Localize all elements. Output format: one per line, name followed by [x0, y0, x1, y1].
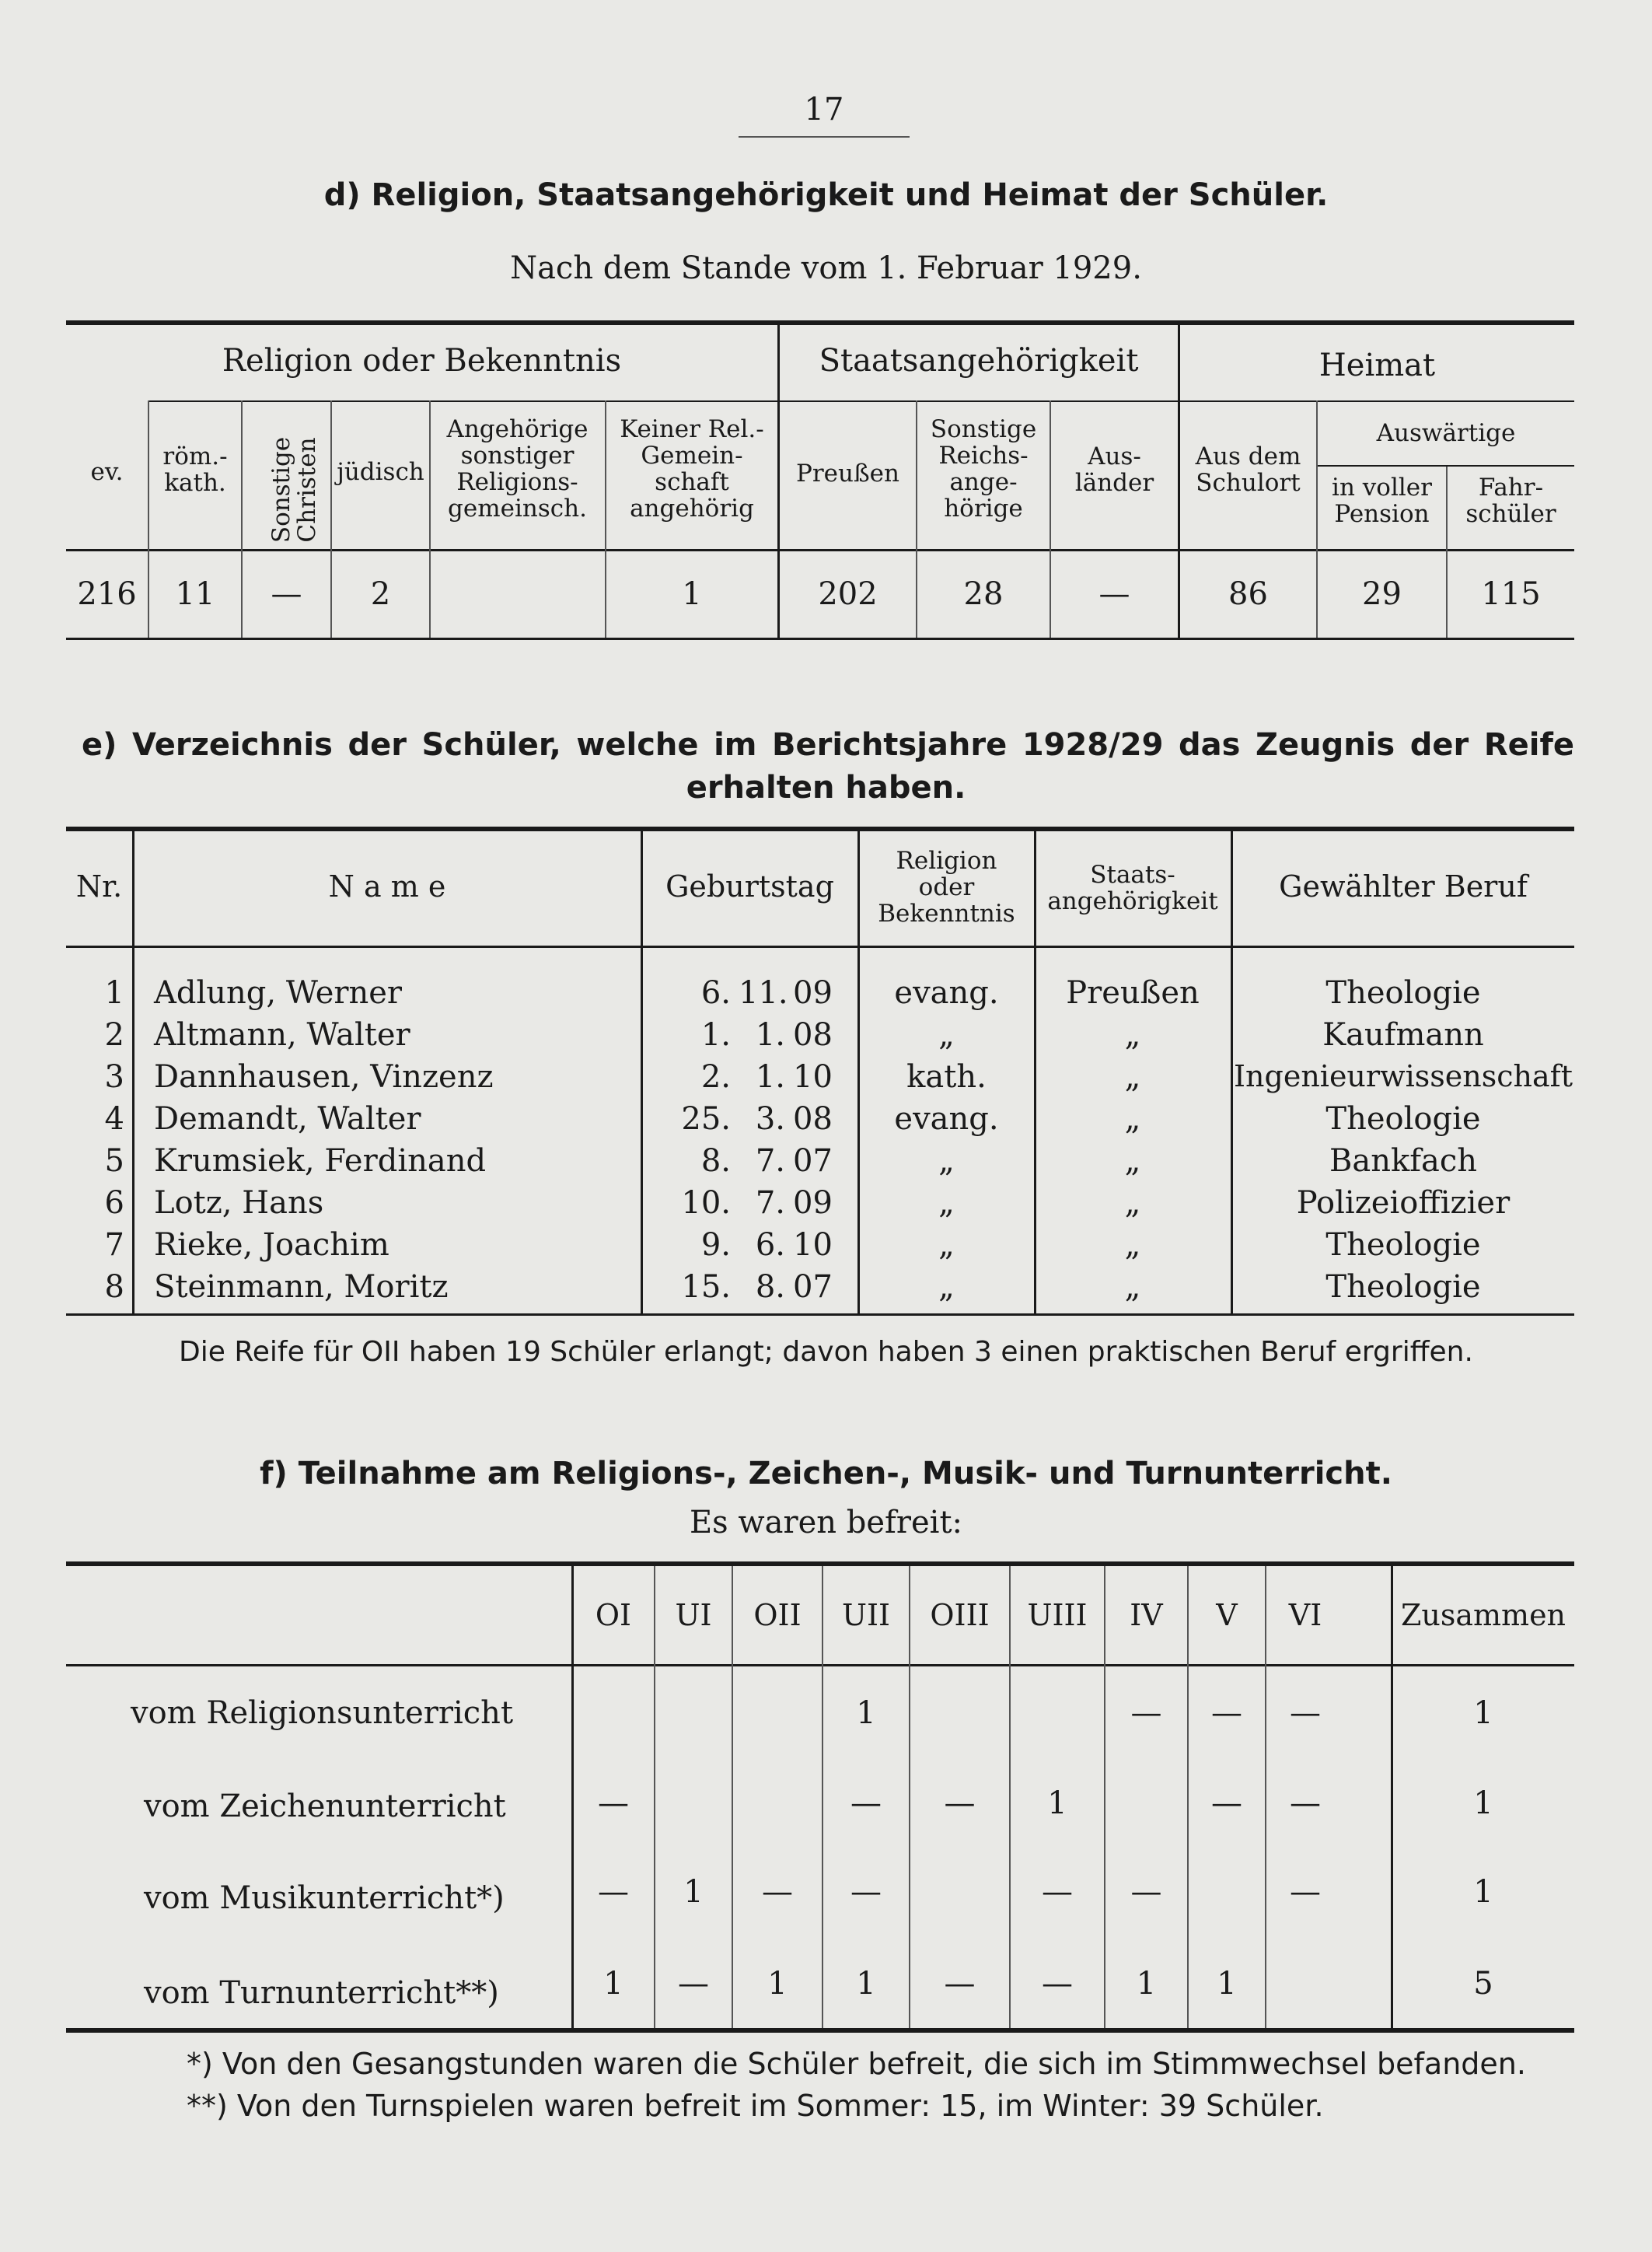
- cell-iv: —: [1130, 1695, 1162, 1731]
- row-nr: 8: [104, 1269, 124, 1305]
- row-religion: „: [938, 1017, 955, 1053]
- section-e-note: Die Reife für OII haben 19 Schüler erlangt; davon haben 3 einen praktischen Beruf ergriffen.: [179, 1336, 1473, 1368]
- row-day: 6.: [700, 975, 731, 1011]
- row-day: 15.: [681, 1269, 731, 1305]
- row-religion: „: [938, 1269, 955, 1305]
- row-staat: „: [1124, 1017, 1141, 1053]
- row-staat: „: [1124, 1101, 1141, 1137]
- col-angehoerige: Angehörige sonstiger Religions- gemeinsch.: [446, 415, 589, 523]
- row-staat: „: [1124, 1185, 1141, 1221]
- row-year: 10: [793, 1059, 833, 1095]
- row-day: 10.: [681, 1185, 731, 1221]
- cell-zusammen: 1: [1473, 1695, 1493, 1731]
- cell-iv: —: [1130, 1874, 1162, 1910]
- cell-iv: 1: [1136, 1966, 1157, 2002]
- row-year: 09: [793, 975, 833, 1011]
- row-day: 2.: [700, 1059, 731, 1095]
- row-day: 25.: [681, 1101, 731, 1137]
- row-name: Adlung, Werner: [154, 975, 403, 1011]
- row-religion: „: [938, 1185, 955, 1221]
- row-year: 10: [793, 1227, 833, 1263]
- cell-uii: 1: [856, 1966, 876, 2002]
- col-nr: Nr.: [75, 869, 123, 904]
- row-beruf: Theologie: [1325, 1227, 1481, 1263]
- row-year: 09: [793, 1185, 833, 1221]
- cell-oi: 1: [603, 1966, 623, 2002]
- value-ev: 216: [77, 576, 137, 612]
- vline: [654, 1566, 655, 2030]
- row-month: 7.: [755, 1185, 785, 1221]
- cell-zusammen: 5: [1473, 1966, 1493, 2002]
- cell-uii: —: [850, 1874, 882, 1910]
- col-religion: Religion oder Bekenntnis: [878, 847, 1015, 928]
- cell-uii: —: [850, 1785, 882, 1821]
- row-label: vom Turnunterricht**): [144, 1975, 499, 2011]
- row-beruf: Theologie: [1325, 1101, 1481, 1137]
- table-f-header-rule: [66, 1664, 1574, 1666]
- row-month: 3.: [755, 1101, 785, 1137]
- row-name: Demandt, Walter: [154, 1101, 421, 1137]
- group-religion: Religion oder Bekenntnis: [222, 343, 622, 379]
- row-name: Krumsiek, Ferdinand: [154, 1143, 487, 1179]
- vline: [732, 1566, 733, 2030]
- row-nr: 4: [104, 1101, 124, 1137]
- row-label: vom Zeichenunterricht: [144, 1789, 506, 1824]
- table-e-header-rule: [66, 946, 1574, 948]
- row-label: vom Religionsunterricht: [131, 1695, 514, 1731]
- row-month: 1.: [755, 1017, 785, 1053]
- col-keiner-rel: Keiner Rel.- Gemein- schaft angehörig: [620, 415, 764, 523]
- row-beruf: Kaufmann: [1322, 1017, 1484, 1053]
- group-heimat: Heimat: [1318, 348, 1436, 383]
- row-nr: 6: [104, 1185, 124, 1221]
- col-fahrschueler: Fahr- schüler: [1465, 474, 1556, 529]
- section-d-subtitle: Nach dem Stande vom 1. Februar 1929.: [510, 250, 1142, 286]
- cell-uiii: —: [1042, 1874, 1073, 1910]
- row-staat: Preußen: [1066, 975, 1200, 1011]
- vline: [641, 831, 643, 1313]
- cell-uii: 1: [856, 1695, 876, 1731]
- footnote-2: **) Von den Turnspielen waren befreit im Sommer: 15, im Winter: 39 Schüler.: [187, 2089, 1324, 2123]
- row-day: 8.: [700, 1143, 731, 1179]
- footnote-1: *) Von den Gesangstunden waren die Schüler befreit, die sich im Stimmwechsel befanden.: [187, 2047, 1526, 2081]
- row-label: vom Musikunterricht*): [144, 1880, 505, 1916]
- row-month: 8.: [755, 1269, 785, 1305]
- value-roem-kath: 11: [175, 576, 215, 612]
- vline: [132, 831, 134, 1313]
- row-staat: „: [1124, 1227, 1141, 1263]
- table-d-group-rule: [148, 400, 1574, 402]
- page-number-rule: [739, 136, 910, 138]
- row-beruf: Ingenieurwissenschaft: [1234, 1059, 1573, 1093]
- col-uiii: UIII: [1027, 1598, 1088, 1632]
- table-e-bottom-rule: [66, 1313, 1574, 1316]
- row-month: 7.: [755, 1143, 785, 1179]
- cell-v: —: [1211, 1695, 1242, 1731]
- cell-uiii: 1: [1047, 1785, 1067, 1821]
- section-d-title: d) Religion, Staatsangehörigkeit und Heimat der Schüler.: [323, 177, 1329, 213]
- value-sonstige-reichs: 28: [963, 576, 1004, 612]
- page-number: 17: [804, 92, 844, 128]
- col-roem-kath: röm.- kath.: [162, 442, 228, 498]
- col-uii: UII: [841, 1598, 891, 1632]
- cell-oi: —: [598, 1785, 629, 1821]
- value-schulort: 86: [1228, 576, 1268, 612]
- col-vi: VI: [1288, 1598, 1322, 1632]
- row-name: Lotz, Hans: [154, 1185, 324, 1221]
- row-beruf: Bankfach: [1329, 1143, 1478, 1179]
- cell-zusammen: 1: [1473, 1874, 1493, 1910]
- row-name: Steinmann, Moritz: [154, 1269, 449, 1305]
- row-name: Altmann, Walter: [154, 1017, 410, 1053]
- section-f-title: f) Teilnahme am Religions-, Zeichen-, Musik- und Turnunterricht.: [260, 1456, 1392, 1491]
- vline: [429, 400, 431, 638]
- col-oi: OI: [595, 1598, 632, 1632]
- table-d-top-rule: [66, 320, 1574, 325]
- row-name: Rieke, Joachim: [154, 1227, 389, 1263]
- section-e-title-line2: erhalten haben.: [686, 770, 966, 806]
- section-e-title-line1: e) Verzeichnis der Schüler, welche im Berichtsjahre 1928/29 das Zeugnis der Reife: [82, 727, 1574, 763]
- col-sonstige-reichs: Sonstige Reichs- ange- hörige: [930, 415, 1037, 523]
- row-religion: „: [938, 1143, 955, 1179]
- row-religion: „: [938, 1227, 955, 1263]
- row-nr: 7: [104, 1227, 124, 1263]
- row-year: 08: [793, 1101, 833, 1137]
- value-sonstige-christen: —: [271, 576, 302, 612]
- row-beruf: Theologie: [1325, 975, 1481, 1011]
- col-beruf: Gewählter Beruf: [1279, 869, 1528, 904]
- row-year: 08: [793, 1017, 833, 1053]
- row-day: 1.: [700, 1017, 731, 1053]
- col-ui: UI: [675, 1598, 712, 1632]
- row-staat: „: [1124, 1059, 1141, 1095]
- table-d-bottom-rule: [66, 638, 1574, 640]
- row-nr: 2: [104, 1017, 124, 1053]
- row-religion: evang.: [894, 975, 999, 1011]
- cell-oiii: —: [944, 1785, 976, 1821]
- col-pension: in voller Pension: [1332, 474, 1432, 529]
- col-sonstige-christen: Sonstige Christen: [267, 436, 321, 544]
- col-staat: Staats- angehörigkeit: [1047, 861, 1218, 916]
- col-oii: OII: [753, 1598, 802, 1632]
- col-ev: ev.: [90, 458, 124, 486]
- col-v: V: [1216, 1598, 1238, 1632]
- value-keiner: 1: [682, 576, 702, 612]
- col-auslaender: Aus- länder: [1074, 442, 1154, 498]
- col-zusammen: Zusammen: [1400, 1598, 1566, 1632]
- cell-uiii: —: [1042, 1966, 1073, 2002]
- row-beruf: Polizeioffizier: [1296, 1185, 1511, 1221]
- cell-vi: —: [1290, 1874, 1321, 1910]
- col-name: N a m e: [328, 869, 446, 904]
- cell-vi: —: [1290, 1785, 1321, 1821]
- cell-v: 1: [1217, 1966, 1237, 2002]
- value-fahrschueler: 115: [1481, 576, 1541, 612]
- section-f-subtitle: Es waren befreit:: [689, 1505, 962, 1540]
- row-nr: 3: [104, 1059, 124, 1095]
- col-iv: IV: [1130, 1598, 1163, 1632]
- cell-oiii: —: [944, 1966, 976, 2002]
- cell-oii: 1: [767, 1966, 788, 2002]
- row-staat: „: [1124, 1143, 1141, 1179]
- value-pension: 29: [1362, 576, 1402, 612]
- vline: [1446, 467, 1448, 638]
- row-year: 07: [793, 1269, 833, 1305]
- row-month: 1.: [755, 1059, 785, 1095]
- row-religion: kath.: [906, 1059, 987, 1095]
- cell-oii: —: [762, 1874, 793, 1910]
- col-juedisch: jüdisch: [337, 458, 424, 486]
- value-juedisch: 2: [370, 576, 391, 612]
- row-nr: 1: [104, 975, 124, 1011]
- table-d-header-rule: [66, 549, 1574, 551]
- cell-vi: —: [1290, 1695, 1321, 1731]
- row-nr: 5: [104, 1143, 124, 1179]
- row-month: 11.: [739, 975, 788, 1011]
- table-f-bottom-rule: [66, 2028, 1574, 2033]
- row-staat: „: [1124, 1269, 1141, 1305]
- col-schulort: Aus dem Schulort: [1195, 442, 1301, 498]
- col-oiii: OIII: [930, 1598, 990, 1632]
- value-auslaender: —: [1098, 576, 1130, 612]
- row-beruf: Theologie: [1325, 1269, 1481, 1305]
- cell-oi: —: [598, 1874, 629, 1910]
- cell-v: —: [1211, 1785, 1242, 1821]
- cell-ui: —: [678, 1966, 709, 2002]
- col-auswaertige: Auswärtige: [1376, 419, 1516, 447]
- cell-zusammen: 1: [1473, 1785, 1493, 1821]
- row-religion: evang.: [894, 1101, 999, 1137]
- table-e-top-rule: [66, 827, 1574, 831]
- col-preussen: Preußen: [795, 460, 899, 488]
- row-month: 6.: [755, 1227, 785, 1263]
- vline: [1104, 1566, 1105, 2030]
- value-preussen: 202: [818, 576, 878, 612]
- row-year: 07: [793, 1143, 833, 1179]
- group-staatsangehoerigkeit: Staatsangehörigkeit: [819, 343, 1139, 379]
- table-f-top-rule: [66, 1561, 1574, 1566]
- cell-ui: 1: [683, 1874, 704, 1910]
- row-day: 9.: [700, 1227, 731, 1263]
- row-name: Dannhausen, Vinzenz: [154, 1059, 494, 1095]
- col-geburtstag: Geburtstag: [665, 869, 834, 904]
